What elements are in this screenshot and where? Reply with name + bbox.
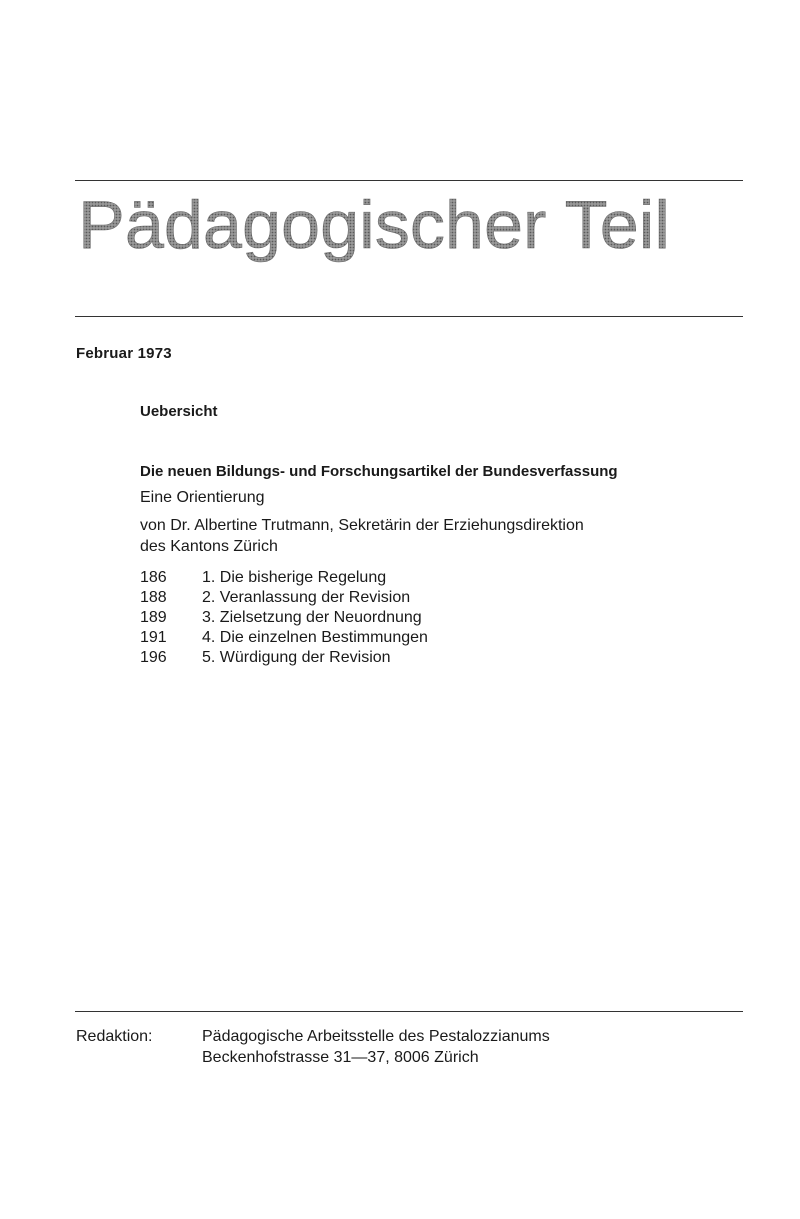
overview-heading: Uebersicht bbox=[140, 403, 218, 420]
toc-entry: 1. Die bisherige Regelung bbox=[202, 569, 387, 586]
middle-rule bbox=[75, 316, 743, 317]
footer-address-line: Pädagogische Arbeitsstelle des Pestalozzianums bbox=[202, 1028, 550, 1045]
article-author-line: von Dr. Albertine Trutmann, Sekretärin der Erziehungsdirektion bbox=[140, 517, 584, 534]
footer-label: Redaktion: bbox=[76, 1028, 153, 1045]
table-of-contents bbox=[140, 568, 640, 668]
issue-date: Februar 1973 bbox=[76, 345, 172, 362]
article-author-line: des Kantons Zürich bbox=[140, 538, 278, 555]
toc-entry: 2. Veranlassung der Revision bbox=[202, 589, 411, 606]
toc-row bbox=[140, 628, 640, 648]
toc-page-number: 189 bbox=[140, 609, 167, 626]
article-author bbox=[140, 515, 740, 557]
article-title: Die neuen Bildungs- und Forschungsartikel der Bundesverfassung bbox=[140, 463, 618, 480]
masthead-title: Pädagogischer Teil bbox=[78, 187, 670, 263]
masthead-title-graphic bbox=[76, 186, 736, 266]
footer-rule bbox=[75, 1011, 743, 1012]
toc-page-number: 186 bbox=[140, 569, 167, 586]
toc-row bbox=[140, 608, 640, 628]
footer-address bbox=[202, 1026, 722, 1068]
toc-entry: 5. Würdigung der Revision bbox=[202, 649, 391, 666]
toc-page-number: 191 bbox=[140, 629, 167, 646]
top-rule bbox=[75, 180, 743, 181]
masthead bbox=[76, 186, 736, 266]
toc-page-number: 196 bbox=[140, 649, 167, 666]
toc-entry: 3. Zielsetzung der Neuordnung bbox=[202, 609, 422, 626]
toc-row bbox=[140, 568, 640, 588]
toc-entry: 4. Die einzelnen Bestimmungen bbox=[202, 629, 428, 646]
toc-page-number: 188 bbox=[140, 589, 167, 606]
footer-address-line: Beckenhofstrasse 31—37, 8006 Zürich bbox=[202, 1049, 479, 1066]
article-subtitle: Eine Orientierung bbox=[140, 489, 265, 506]
toc-row bbox=[140, 648, 640, 668]
toc-row bbox=[140, 588, 640, 608]
